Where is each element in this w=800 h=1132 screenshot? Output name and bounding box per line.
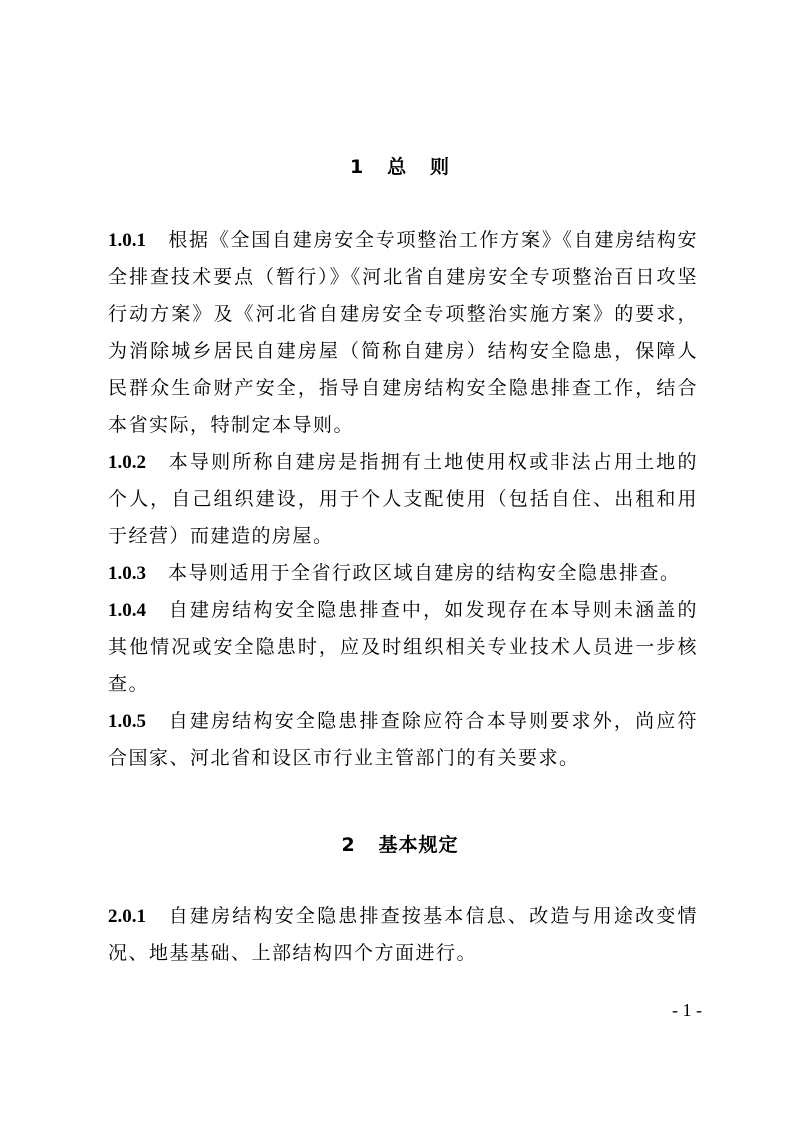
clause-number: 1.0.3 bbox=[108, 563, 146, 584]
clause-text: 自建房结构安全隐患排查按基本信息、改造与用途改变情况、地基基础、上部结构四个方面进行。 bbox=[108, 905, 698, 964]
clause-1-0-4 bbox=[108, 592, 698, 703]
clause-text: 自建房结构安全隐患排查中，如发现存在本导则未涵盖的其他情况或安全隐患时，应及时组织相关专业技术人员进一步核查。 bbox=[108, 599, 698, 695]
clause-1-0-3 bbox=[108, 555, 698, 592]
clause-number: 1.0.1 bbox=[108, 230, 146, 251]
chapter-1-heading: 1 总 则 bbox=[350, 156, 450, 178]
clause-number: 1.0.5 bbox=[108, 711, 146, 732]
clause-text: 自建房结构安全隐患排查除应符合本导则要求外，尚应符合国家、河北省和设区市行业主管部门的有关要求。 bbox=[108, 710, 698, 769]
clause-number: 1.0.4 bbox=[108, 600, 146, 621]
clause-2-0-1 bbox=[108, 898, 698, 972]
clause-1-0-1 bbox=[108, 222, 698, 444]
page-number: - 1 - bbox=[672, 1000, 702, 1020]
clause-text: 根据《全国自建房安全专项整治工作方案》《自建房结构安全排查技术要点（暂行）》《河北省自建房安全专项整治百日攻坚行动方案》及《河北省自建房安全专项整治实施方案》的要求，为消除城乡居民自建房屋（简称自建房）结构安全隐患，保障人民群众生命财产安全，指导自建房结构安全隐患排查工作，结合本省实际，特制定本导则。 bbox=[108, 229, 698, 436]
clause-1-0-5 bbox=[108, 703, 698, 777]
clause-text: 本导则适用于全省行政区域自建房的结构安全隐患排查。 bbox=[168, 562, 681, 584]
clause-number: 1.0.2 bbox=[108, 452, 146, 473]
chapter-2-heading: 2 基本规定 bbox=[341, 834, 459, 856]
clause-text: 本导则所称自建房是指拥有土地使用权或非法占用土地的个人，自己组织建设，用于个人支配使用（包括自住、出租和用于经营）而建造的房屋。 bbox=[108, 451, 698, 547]
clause-number: 2.0.1 bbox=[108, 906, 146, 927]
clause-1-0-2 bbox=[108, 444, 698, 555]
